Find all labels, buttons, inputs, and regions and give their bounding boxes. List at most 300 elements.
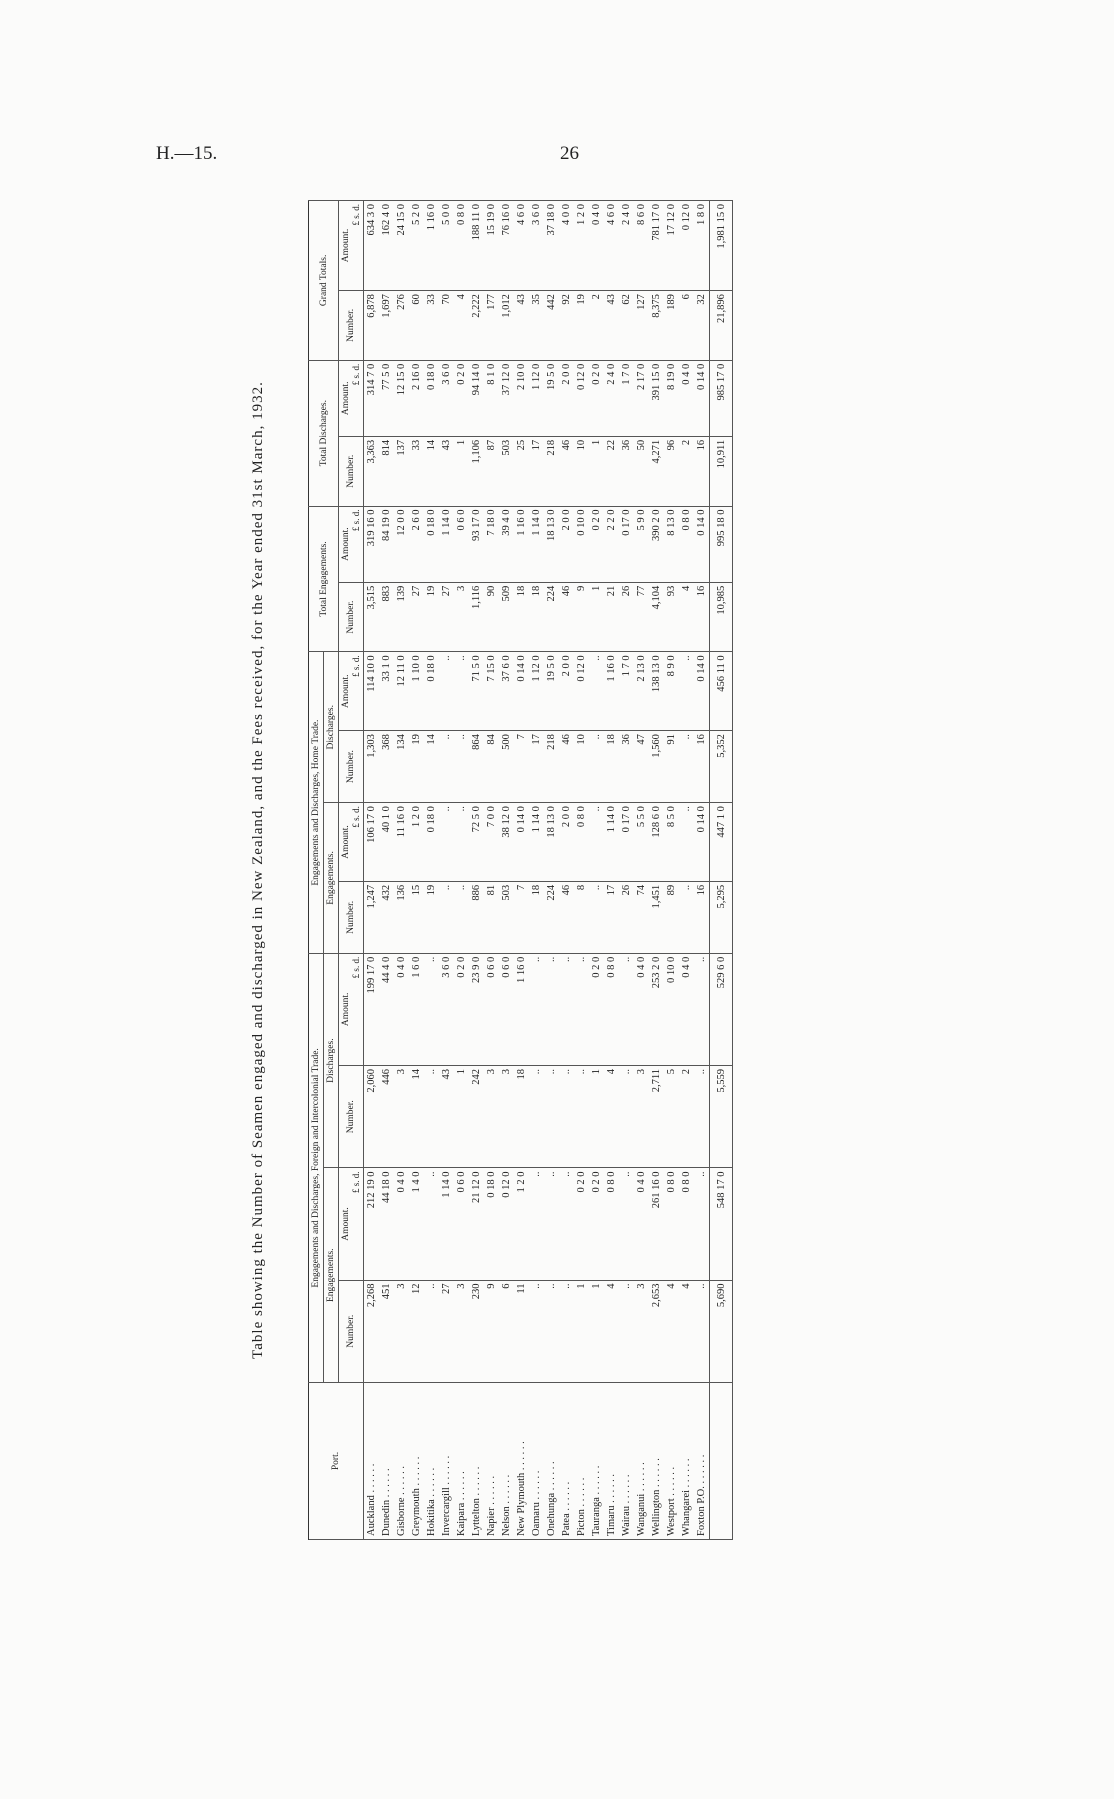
table-cell: .. — [619, 953, 634, 1065]
table-cell: .. — [694, 1280, 710, 1382]
table-row — [664, 201, 679, 1540]
table-cell: 9 — [574, 582, 589, 652]
table-cell: 35 — [529, 291, 544, 361]
table-cell: 8 6 0 — [634, 201, 649, 291]
table-cell: 19 — [409, 731, 424, 803]
table-title: Table showing the Number of Seamen engaged and discharged in New Zealand, and the Fees received, for the Year ended 31st March, 1932. — [250, 381, 266, 1359]
table-cell: 39 4 0 — [499, 506, 514, 582]
table-cell: 1 — [589, 582, 604, 652]
table-cell: 3 — [454, 1280, 469, 1382]
table-cell: .. — [559, 953, 574, 1065]
table-cell: 4 — [679, 1280, 694, 1382]
table-cell: 2 0 0 — [559, 803, 574, 882]
table-cell: 3 — [499, 1065, 514, 1167]
table-cell: 106 17 0 — [364, 803, 380, 882]
sub-header-row — [339, 201, 364, 1540]
table-cell: 0 10 0 — [574, 506, 589, 582]
port-name: Lyttelton . . . . . . — [469, 1383, 484, 1540]
table-cell: 43 — [604, 291, 619, 361]
table-cell: 18 13 0 — [544, 803, 559, 882]
table-cell: 139 — [394, 582, 409, 652]
table-cell: 127 — [634, 291, 649, 361]
table-cell: .. — [619, 1065, 634, 1167]
total-discharges-header: Total Discharges. — [309, 360, 339, 506]
table-cell: 8 19 0 — [664, 360, 679, 436]
table-cell: 0 12 0 — [574, 360, 589, 436]
table-cell: 15 — [409, 881, 424, 953]
table-cell: 0 2 0 — [589, 360, 604, 436]
table-cell: 77 5 0 — [379, 360, 394, 436]
table-cell: .. — [424, 1065, 439, 1167]
table-cell: 91 — [664, 731, 679, 803]
table-cell: 138 13 0 — [649, 652, 664, 731]
table-cell: 90 — [484, 582, 499, 652]
table-cell: 0 17 0 — [619, 506, 634, 582]
table-row — [574, 201, 589, 1540]
table-cell: 1 10 0 — [409, 652, 424, 731]
total-cell: 10,911 — [710, 436, 733, 506]
table-cell: 0 6 0 — [484, 953, 499, 1065]
table-cell: 18 — [529, 582, 544, 652]
table-cell: 7 — [514, 731, 529, 803]
table-row — [439, 201, 454, 1540]
table-cell: 781 17 0 — [649, 201, 664, 291]
table-cell: 261 16 0 — [649, 1168, 664, 1280]
port-header: Port. — [309, 1383, 364, 1540]
total-cell: 529 6 0 — [710, 953, 733, 1065]
table-cell: 0 4 0 — [679, 360, 694, 436]
table-cell: 4,271 — [649, 436, 664, 506]
table-cell: 12 15 0 — [394, 360, 409, 436]
table-cell: .. — [679, 881, 694, 953]
table-cell: 276 — [394, 291, 409, 361]
table-cell: 0 8 0 — [679, 1168, 694, 1280]
table-cell: 2 — [679, 436, 694, 506]
table-cell: 1 14 0 — [604, 803, 619, 882]
table-cell: .. — [544, 953, 559, 1065]
table-cell: 43 — [439, 1065, 454, 1167]
table-cell: 1,697 — [379, 291, 394, 361]
table-row — [484, 201, 499, 1540]
table-cell: 36 — [619, 436, 634, 506]
table-cell: 24 15 0 — [394, 201, 409, 291]
table-cell: 224 — [544, 582, 559, 652]
table-cell: 199 17 0 — [364, 953, 380, 1065]
port-name: Kaipara . . . . . . — [454, 1383, 469, 1540]
table-cell: 7 0 0 — [484, 803, 499, 882]
table-cell: 1 16 0 — [514, 953, 529, 1065]
table-row — [394, 201, 409, 1540]
grand-totals-header: Grand Totals. — [309, 201, 339, 361]
table-cell: 6 — [679, 291, 694, 361]
table-cell: 0 4 0 — [634, 1168, 649, 1280]
table-cell: 50 — [634, 436, 649, 506]
table-row — [364, 201, 380, 1540]
port-name: Tauranga . . . . . . — [589, 1383, 604, 1540]
port-name: Picton . . . . . . — [574, 1383, 589, 1540]
table-cell: .. — [544, 1065, 559, 1167]
table-cell: 87 — [484, 436, 499, 506]
table-cell: 432 — [379, 881, 394, 953]
table-cell: 2 4 0 — [604, 360, 619, 436]
port-name: Greymouth . . . . . . — [409, 1383, 424, 1540]
table-cell: 4,104 — [649, 582, 664, 652]
table-cell: .. — [439, 803, 454, 882]
table-cell: 8 9 0 — [664, 652, 679, 731]
table-cell: 0 6 0 — [454, 1168, 469, 1280]
port-name: Hokitika . . . . . . — [424, 1383, 439, 1540]
table-cell: 162 4 0 — [379, 201, 394, 291]
table-cell: 0 6 0 — [454, 506, 469, 582]
table-cell: 38 12 0 — [499, 803, 514, 882]
table-cell: .. — [559, 1065, 574, 1167]
table-cell: 0 6 0 — [499, 953, 514, 1065]
table-row — [559, 201, 574, 1540]
table-cell: 0 4 0 — [394, 1168, 409, 1280]
table-cell: .. — [679, 731, 694, 803]
table-cell: 0 4 0 — [394, 953, 409, 1065]
table-cell: 2,268 — [364, 1280, 380, 1382]
table-cell: 0 2 0 — [589, 506, 604, 582]
table-cell: 212 19 0 — [364, 1168, 380, 1280]
table-cell: 0 8 0 — [574, 803, 589, 882]
number-col-header: Number. — [339, 1065, 364, 1167]
table-cell: 4 6 0 — [604, 201, 619, 291]
table-cell: 1,451 — [649, 881, 664, 953]
number-col-header: Number. — [339, 731, 364, 803]
port-name: Foxton P.O. . . . . . . — [694, 1383, 710, 1540]
table-cell: 36 — [619, 731, 634, 803]
port-name: Nelson . . . . . . — [499, 1383, 514, 1540]
table-cell: 96 — [664, 436, 679, 506]
seamen-fees-table — [308, 200, 733, 1540]
table-cell: 0 2 0 — [454, 360, 469, 436]
amount-col-header: Amount. £ s. d. — [339, 803, 364, 882]
number-col-header: Number. — [339, 1280, 364, 1382]
number-col-header: Number. — [339, 582, 364, 652]
table-cell: 18 13 0 — [544, 506, 559, 582]
table-cell: 1,303 — [364, 731, 380, 803]
table-cell: 1,560 — [649, 731, 664, 803]
amount-col-header: Amount. £ s. d. — [339, 1168, 364, 1280]
table-cell: 7 15 0 — [484, 652, 499, 731]
table-cell: 0 14 0 — [694, 652, 710, 731]
table-cell: 89 — [664, 881, 679, 953]
page-number: 26 — [560, 143, 579, 164]
table-row — [514, 201, 529, 1540]
port-name: Wellington . . . . . . — [649, 1383, 664, 1540]
table-cell: 2 10 0 — [514, 360, 529, 436]
amount-col-header: Amount. £ s. d. — [339, 953, 364, 1065]
port-name: Auckland . . . . . . — [364, 1383, 380, 1540]
table-cell: 390 2 0 — [649, 506, 664, 582]
table-cell: .. — [424, 1168, 439, 1280]
table-cell: .. — [439, 652, 454, 731]
port-name: Oamaru . . . . . . — [529, 1383, 544, 1540]
table-cell: 12 — [409, 1280, 424, 1382]
table-cell: 8 — [574, 881, 589, 953]
table-cell: 368 — [379, 731, 394, 803]
table-cell: 128 6 0 — [649, 803, 664, 882]
table-cell: 10 — [574, 731, 589, 803]
total-cell: 456 11 0 — [710, 652, 733, 731]
table-cell: 864 — [469, 731, 484, 803]
table-cell: .. — [694, 953, 710, 1065]
total-cell: 10,985 — [710, 582, 733, 652]
table-cell: 17 — [529, 436, 544, 506]
table-cell: 0 8 0 — [604, 953, 619, 1065]
table-cell: 4 0 0 — [559, 201, 574, 291]
table-cell: 114 10 0 — [364, 652, 380, 731]
table-cell: 253 2 0 — [649, 953, 664, 1065]
table-cell: 0 8 0 — [454, 201, 469, 291]
total-cell: 985 17 0 — [710, 360, 733, 436]
total-cell: 995 18 0 — [710, 506, 733, 582]
table-cell: 3 — [394, 1280, 409, 1382]
table-cell: .. — [589, 731, 604, 803]
table-cell: 18 — [514, 582, 529, 652]
table-cell: 1 12 0 — [529, 360, 544, 436]
table-body — [364, 201, 733, 1540]
table-row — [544, 201, 559, 1540]
number-col-header: Number. — [339, 881, 364, 953]
table-cell: 19 5 0 — [544, 360, 559, 436]
table-cell: 11 16 0 — [394, 803, 409, 882]
table-cell: 814 — [379, 436, 394, 506]
table-cell: 76 16 0 — [499, 201, 514, 291]
table-cell: 12 0 0 — [394, 506, 409, 582]
table-row — [379, 201, 394, 1540]
table-cell: 1 — [454, 1065, 469, 1167]
document-id: H.—15. — [156, 143, 218, 164]
table-row — [694, 201, 710, 1540]
table-cell: 218 — [544, 436, 559, 506]
table-cell: 0 18 0 — [484, 1168, 499, 1280]
table-cell: 224 — [544, 881, 559, 953]
table-cell: 93 17 0 — [469, 506, 484, 582]
table-cell: 1 16 0 — [424, 201, 439, 291]
table-cell: 503 — [499, 436, 514, 506]
table-cell: 37 6 0 — [499, 652, 514, 731]
table-cell: 503 — [499, 881, 514, 953]
table-cell: .. — [589, 881, 604, 953]
table-cell: 883 — [379, 582, 394, 652]
table-cell: 77 — [634, 582, 649, 652]
table-cell: 189 — [664, 291, 679, 361]
table-cell: 1 8 0 — [694, 201, 710, 291]
table-cell: 0 14 0 — [694, 506, 710, 582]
table-cell: .. — [529, 1168, 544, 1280]
table-row — [529, 201, 544, 1540]
table-cell: 1 14 0 — [439, 1168, 454, 1280]
total-cell — [710, 1383, 733, 1540]
table-cell: 634 3 0 — [364, 201, 380, 291]
table-cell: 0 14 0 — [514, 652, 529, 731]
table-cell: 442 — [544, 291, 559, 361]
table-cell: 26 — [619, 582, 634, 652]
table-cell: 1 16 0 — [604, 652, 619, 731]
table-cell: 0 8 0 — [604, 1168, 619, 1280]
table-cell: 2 4 0 — [619, 201, 634, 291]
table-row — [424, 201, 439, 1540]
table-cell: 17 — [604, 881, 619, 953]
table-cell: .. — [439, 731, 454, 803]
table-cell: 7 — [514, 881, 529, 953]
table-cell: 1,247 — [364, 881, 380, 953]
table-cell: 6,878 — [364, 291, 380, 361]
amount-col-header: Amount. £ s. d. — [339, 652, 364, 731]
table-cell: .. — [589, 803, 604, 882]
table-cell: 4 — [454, 291, 469, 361]
table-cell: 1 — [589, 1280, 604, 1382]
table-cell: 0 4 0 — [589, 201, 604, 291]
table-cell: 0 8 0 — [679, 506, 694, 582]
table-cell: 46 — [559, 881, 574, 953]
foreign-engagements-header: Engagements. — [324, 1168, 339, 1383]
table-cell: .. — [574, 953, 589, 1065]
table-cell: 2,060 — [364, 1065, 380, 1167]
table-cell: .. — [529, 953, 544, 1065]
table-row — [619, 201, 634, 1540]
table-cell: 1 14 0 — [529, 803, 544, 882]
table-cell: 0 12 0 — [574, 652, 589, 731]
table-row — [604, 201, 619, 1540]
table-cell: 4 — [604, 1280, 619, 1382]
table-cell: 451 — [379, 1280, 394, 1382]
table-cell: 46 — [559, 731, 574, 803]
table-cell: 2 0 0 — [559, 506, 574, 582]
table-cell: .. — [694, 1168, 710, 1280]
table-cell: 71 5 0 — [469, 652, 484, 731]
table-cell: 1 14 0 — [439, 506, 454, 582]
table-cell: 230 — [469, 1280, 484, 1382]
table-row — [589, 201, 604, 1540]
table-cell: 0 18 0 — [424, 652, 439, 731]
total-cell: 5,295 — [710, 881, 733, 953]
table-cell: 1 2 0 — [574, 201, 589, 291]
table-cell: 84 — [484, 731, 499, 803]
table-cell: 136 — [394, 881, 409, 953]
table-cell: 18 — [604, 731, 619, 803]
total-cell: 548 17 0 — [710, 1168, 733, 1280]
table-cell: .. — [589, 652, 604, 731]
port-name: Onehunga . . . . . . — [544, 1383, 559, 1540]
table-cell: 2 17 0 — [634, 360, 649, 436]
table-cell: 3 6 0 — [439, 360, 454, 436]
table-cell: .. — [619, 1280, 634, 1382]
port-name: Napier . . . . . . — [484, 1383, 499, 1540]
table-row — [454, 201, 469, 1540]
rotated-table-area — [250, 200, 850, 1540]
table-cell: 2,711 — [649, 1065, 664, 1167]
home-trade-header: Engagements and Discharges, Home Trade. — [309, 652, 324, 953]
home-engagements-header: Engagements. — [324, 803, 339, 954]
amount-col-header: Amount. £ s. d. — [339, 506, 364, 582]
table-cell: 5 0 0 — [439, 201, 454, 291]
table-cell: 8 1 0 — [484, 360, 499, 436]
table-cell: 92 — [559, 291, 574, 361]
home-discharges-header: Discharges. — [324, 652, 339, 803]
table-cell: 17 12 0 — [664, 201, 679, 291]
total-cell: 5,690 — [710, 1280, 733, 1382]
table-cell: 1 16 0 — [514, 506, 529, 582]
total-cell: 1,981 15 0 — [710, 201, 733, 291]
table-row — [679, 201, 694, 1540]
table-cell: 47 — [634, 731, 649, 803]
table-cell: 93 — [664, 582, 679, 652]
table-cell: 21 12 0 — [469, 1168, 484, 1280]
table-cell: 1 7 0 — [619, 360, 634, 436]
foreign-trade-header: Engagements and Discharges, Foreign and Intercolonial Trade. — [309, 953, 324, 1382]
table-cell: .. — [454, 881, 469, 953]
table-cell: .. — [424, 953, 439, 1065]
table-cell: 5 5 0 — [634, 803, 649, 882]
table-cell: 3 6 0 — [439, 953, 454, 1065]
port-name: Patea . . . . . . — [559, 1383, 574, 1540]
table-cell: 3 — [484, 1065, 499, 1167]
table-cell: 134 — [394, 731, 409, 803]
table-cell: 14 — [424, 731, 439, 803]
table-cell: 23 9 0 — [469, 953, 484, 1065]
table-cell: 19 — [424, 582, 439, 652]
table-cell: 0 14 0 — [694, 803, 710, 882]
table-cell: 33 1 0 — [379, 652, 394, 731]
table-cell: 15 19 0 — [484, 201, 499, 291]
table-cell: 94 14 0 — [469, 360, 484, 436]
table-cell: 44 18 0 — [379, 1168, 394, 1280]
table-cell: .. — [454, 803, 469, 882]
table-cell: 2 16 0 — [409, 360, 424, 436]
table-cell: 2 13 0 — [634, 652, 649, 731]
table-cell: 218 — [544, 731, 559, 803]
table-cell: 37 12 0 — [499, 360, 514, 436]
table-cell: 40 1 0 — [379, 803, 394, 882]
table-cell: 500 — [499, 731, 514, 803]
table-cell: 26 — [619, 881, 634, 953]
table-cell: 81 — [484, 881, 499, 953]
table-cell: .. — [529, 1280, 544, 1382]
table-cell: 4 6 0 — [514, 201, 529, 291]
table-cell: 22 — [604, 436, 619, 506]
table-cell: 3 — [634, 1065, 649, 1167]
table-cell: 21 — [604, 582, 619, 652]
table-cell: .. — [559, 1168, 574, 1280]
table-cell: 319 16 0 — [364, 506, 380, 582]
table-cell: 0 2 0 — [574, 1168, 589, 1280]
table-cell: 1 2 0 — [409, 803, 424, 882]
table-cell: 27 — [409, 582, 424, 652]
table-cell: 177 — [484, 291, 499, 361]
table-cell: 16 — [694, 881, 710, 953]
number-col-header: Number. — [339, 436, 364, 506]
table-cell: 446 — [379, 1065, 394, 1167]
port-name: Timaru . . . . . . — [604, 1383, 619, 1540]
table-cell: .. — [454, 731, 469, 803]
table-cell: 70 — [439, 291, 454, 361]
table-cell: 19 — [574, 291, 589, 361]
table-cell: 0 18 0 — [424, 360, 439, 436]
table-cell: 1 — [589, 436, 604, 506]
table-cell: 314 7 0 — [364, 360, 380, 436]
table-cell: 3 6 0 — [529, 201, 544, 291]
port-name: Gisborne . . . . . . — [394, 1383, 409, 1540]
table-cell: 0 8 0 — [664, 1168, 679, 1280]
table-cell: 242 — [469, 1065, 484, 1167]
table-cell: 84 19 0 — [379, 506, 394, 582]
table-cell: 0 2 0 — [454, 953, 469, 1065]
table-cell: 4 — [679, 582, 694, 652]
table-cell: 2,653 — [649, 1280, 664, 1382]
